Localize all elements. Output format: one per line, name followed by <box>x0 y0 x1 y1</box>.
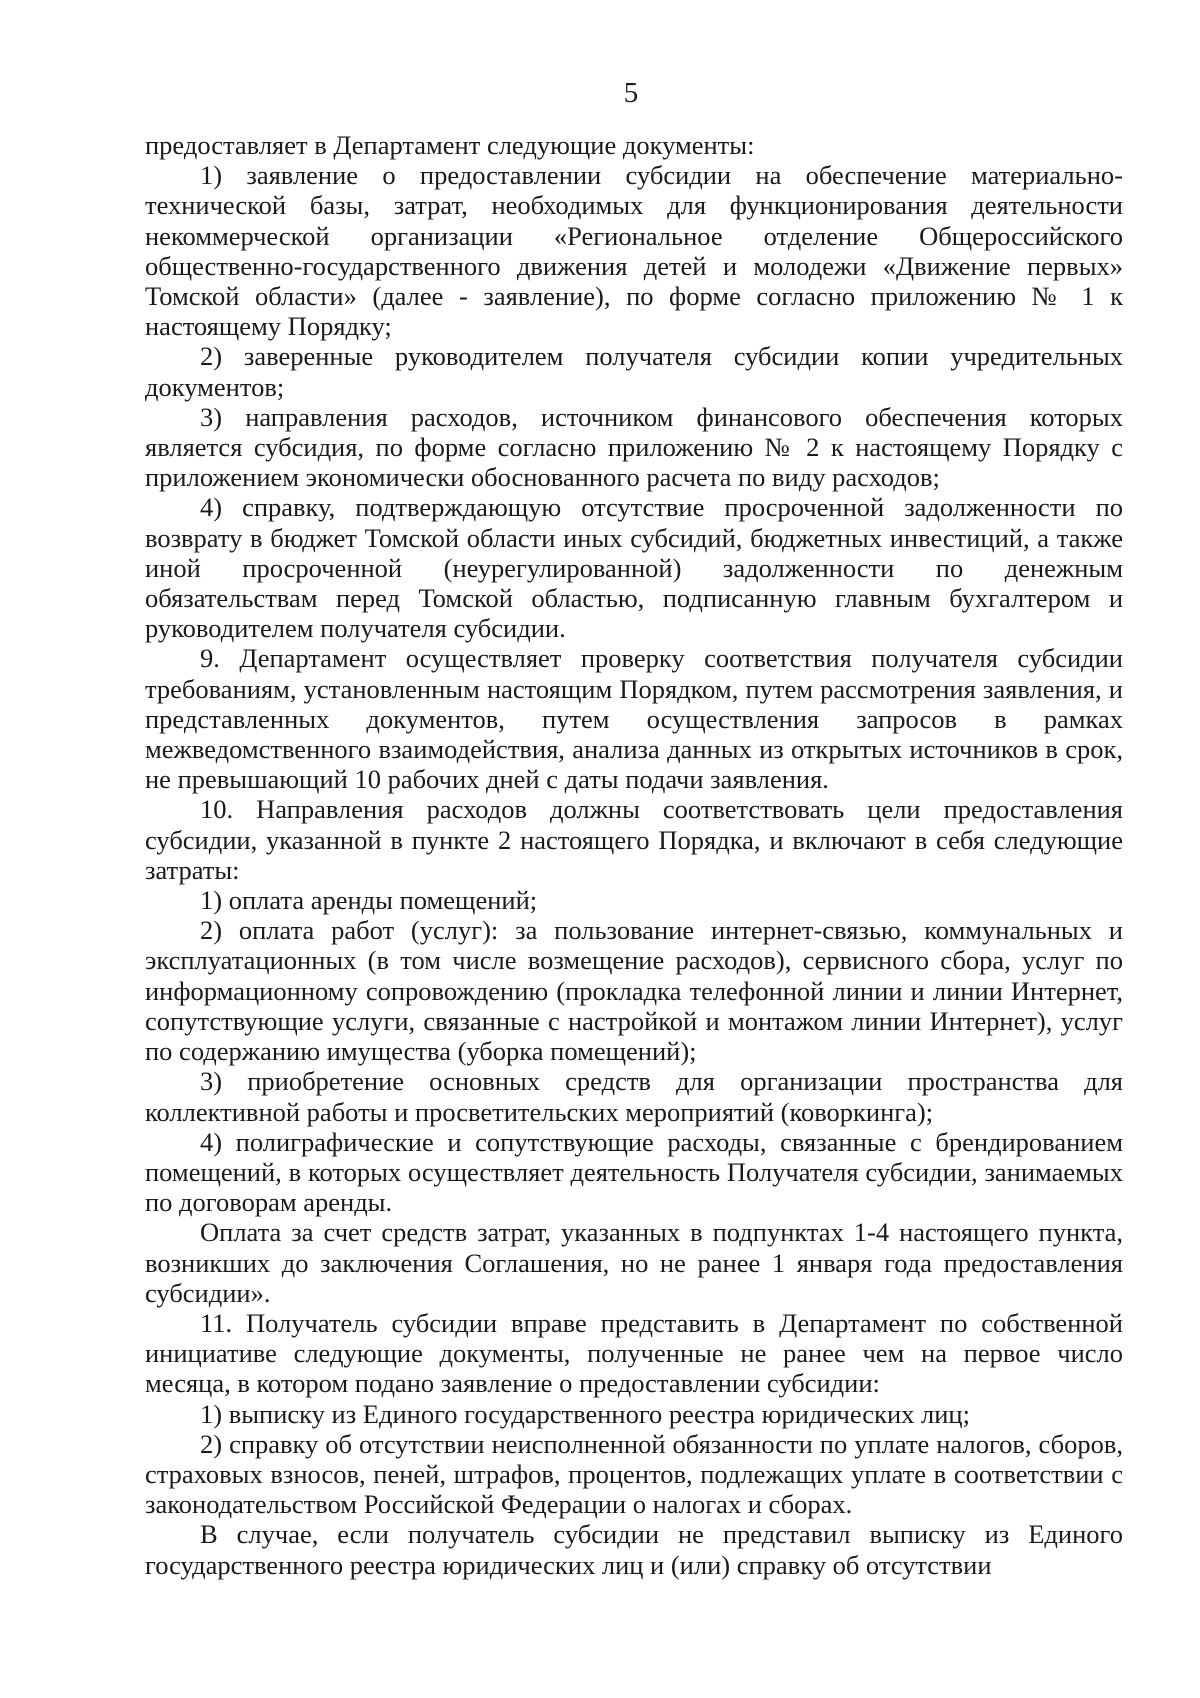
clause-11: 11. Получатель субсидии вправе представить в Департамент по собственной инициативе следующие документы, полученные не ранее чем на первое число месяца, в котором подано заявление о предоставлении субсидии: <box>145 1307 1123 1399</box>
clause-9: 9. Департамент осуществляет проверку соответствия получателя субсидии требованиям, установленным настоящим Порядком, путем рассмотрения заявления, и представленных документов, путем осуществления запросов в рамках межведомственного взаимодействия, анализа данных из открытых источников в срок, не превышающий 10 рабочих дней с даты подачи заявления. <box>145 643 1123 795</box>
list-item-founding-documents: 2) заверенные руководителем получателя субсидии копии учредительных документов; <box>145 341 1123 402</box>
list-item-expense-directions: 3) направления расходов, источником финансового обеспечения которых является субсидия, по форме согласно приложению № 2 к настоящему Порядку с приложением экономически обоснованного расчета по виду расходов; <box>145 401 1123 493</box>
document-body <box>145 130 1123 1580</box>
page-number: 5 <box>623 77 639 109</box>
paragraph-if-not-submitted: В случае, если получатель субсидии не представил выписку из Единого государственного реестра юридических лиц и (или) справку об отсутствии <box>145 1519 1123 1580</box>
list-item-rent: 1) оплата аренды помещений; <box>200 885 538 916</box>
list-item-application: 1) заявление о предоставлении субсидии на обеспечение материально-технической базы, затрат, необходимых для функционирования деятельности некоммерческой организации «Региональное отделение Общероссийского общественно-государственного движения детей и молодежи «Движение первых» Томской области» (далее - заявление), по форме согласно приложению № 1 к настоящему Порядку; <box>145 160 1123 342</box>
list-item-services: 2) оплата работ (услуг): за пользование интернет-связью, коммунальных и эксплуатационных (в том числе возмещение расходов), сервисного сбора, услуг по информационному сопровождению (прокладка телефонной линии и линии Интернет, сопутствующие услуги, связанные с настройкой и монтажом линии Интернет), услуг по содержанию имущества (уборка помещений); <box>145 915 1123 1067</box>
paragraph-payment: Оплата за счет средств затрат, указанных в подпунктах 1-4 настоящего пункта, возникших до заключения Соглашения, но не ранее 1 января года предоставления субсидии». <box>145 1217 1123 1308</box>
list-item-registry-extract: 1) выписку из Единого государственного реестра юридических лиц; <box>200 1398 970 1429</box>
list-item-tax-certificate: 2) справку об отсутствии неисполненной обязанности по уплате налогов, сборов, страховых взносов, пеней, штрафов, процентов, подлежащих уплате в соответствии с законодательством Российской Федерации о налогах и сборах. <box>145 1428 1123 1520</box>
list-item-debt-certificate: 4) справку, подтверждающую отсутствие просроченной задолженности по возврату в бюджет Томской области иных субсидий, бюджетных инвестиций, а также иной просроченной (неурегулированной) задолженности по денежным обязательствам перед Томской областью, подписанную главным бухгалтером и руководителем получателя субсидии. <box>145 492 1123 644</box>
clause-10: 10. Направления расходов должны соответствовать цели предоставления субсидии, указанной в пункте 2 настоящего Порядка, и включают в себя следующие затраты: <box>145 794 1123 885</box>
list-item-printing: 4) полиграфические и сопутствующие расходы, связанные с брендированием помещений, в которых осуществляет деятельность Получателя субсидии, занимаемых по договорам аренды. <box>145 1126 1123 1218</box>
list-item-fixed-assets: 3) приобретение основных средств для организации пространства для коллективной работы и просветительских мероприятий (коворкинга); <box>145 1066 1123 1127</box>
paragraph-continuation: предоставляет в Департамент следующие документы: <box>145 130 755 160</box>
